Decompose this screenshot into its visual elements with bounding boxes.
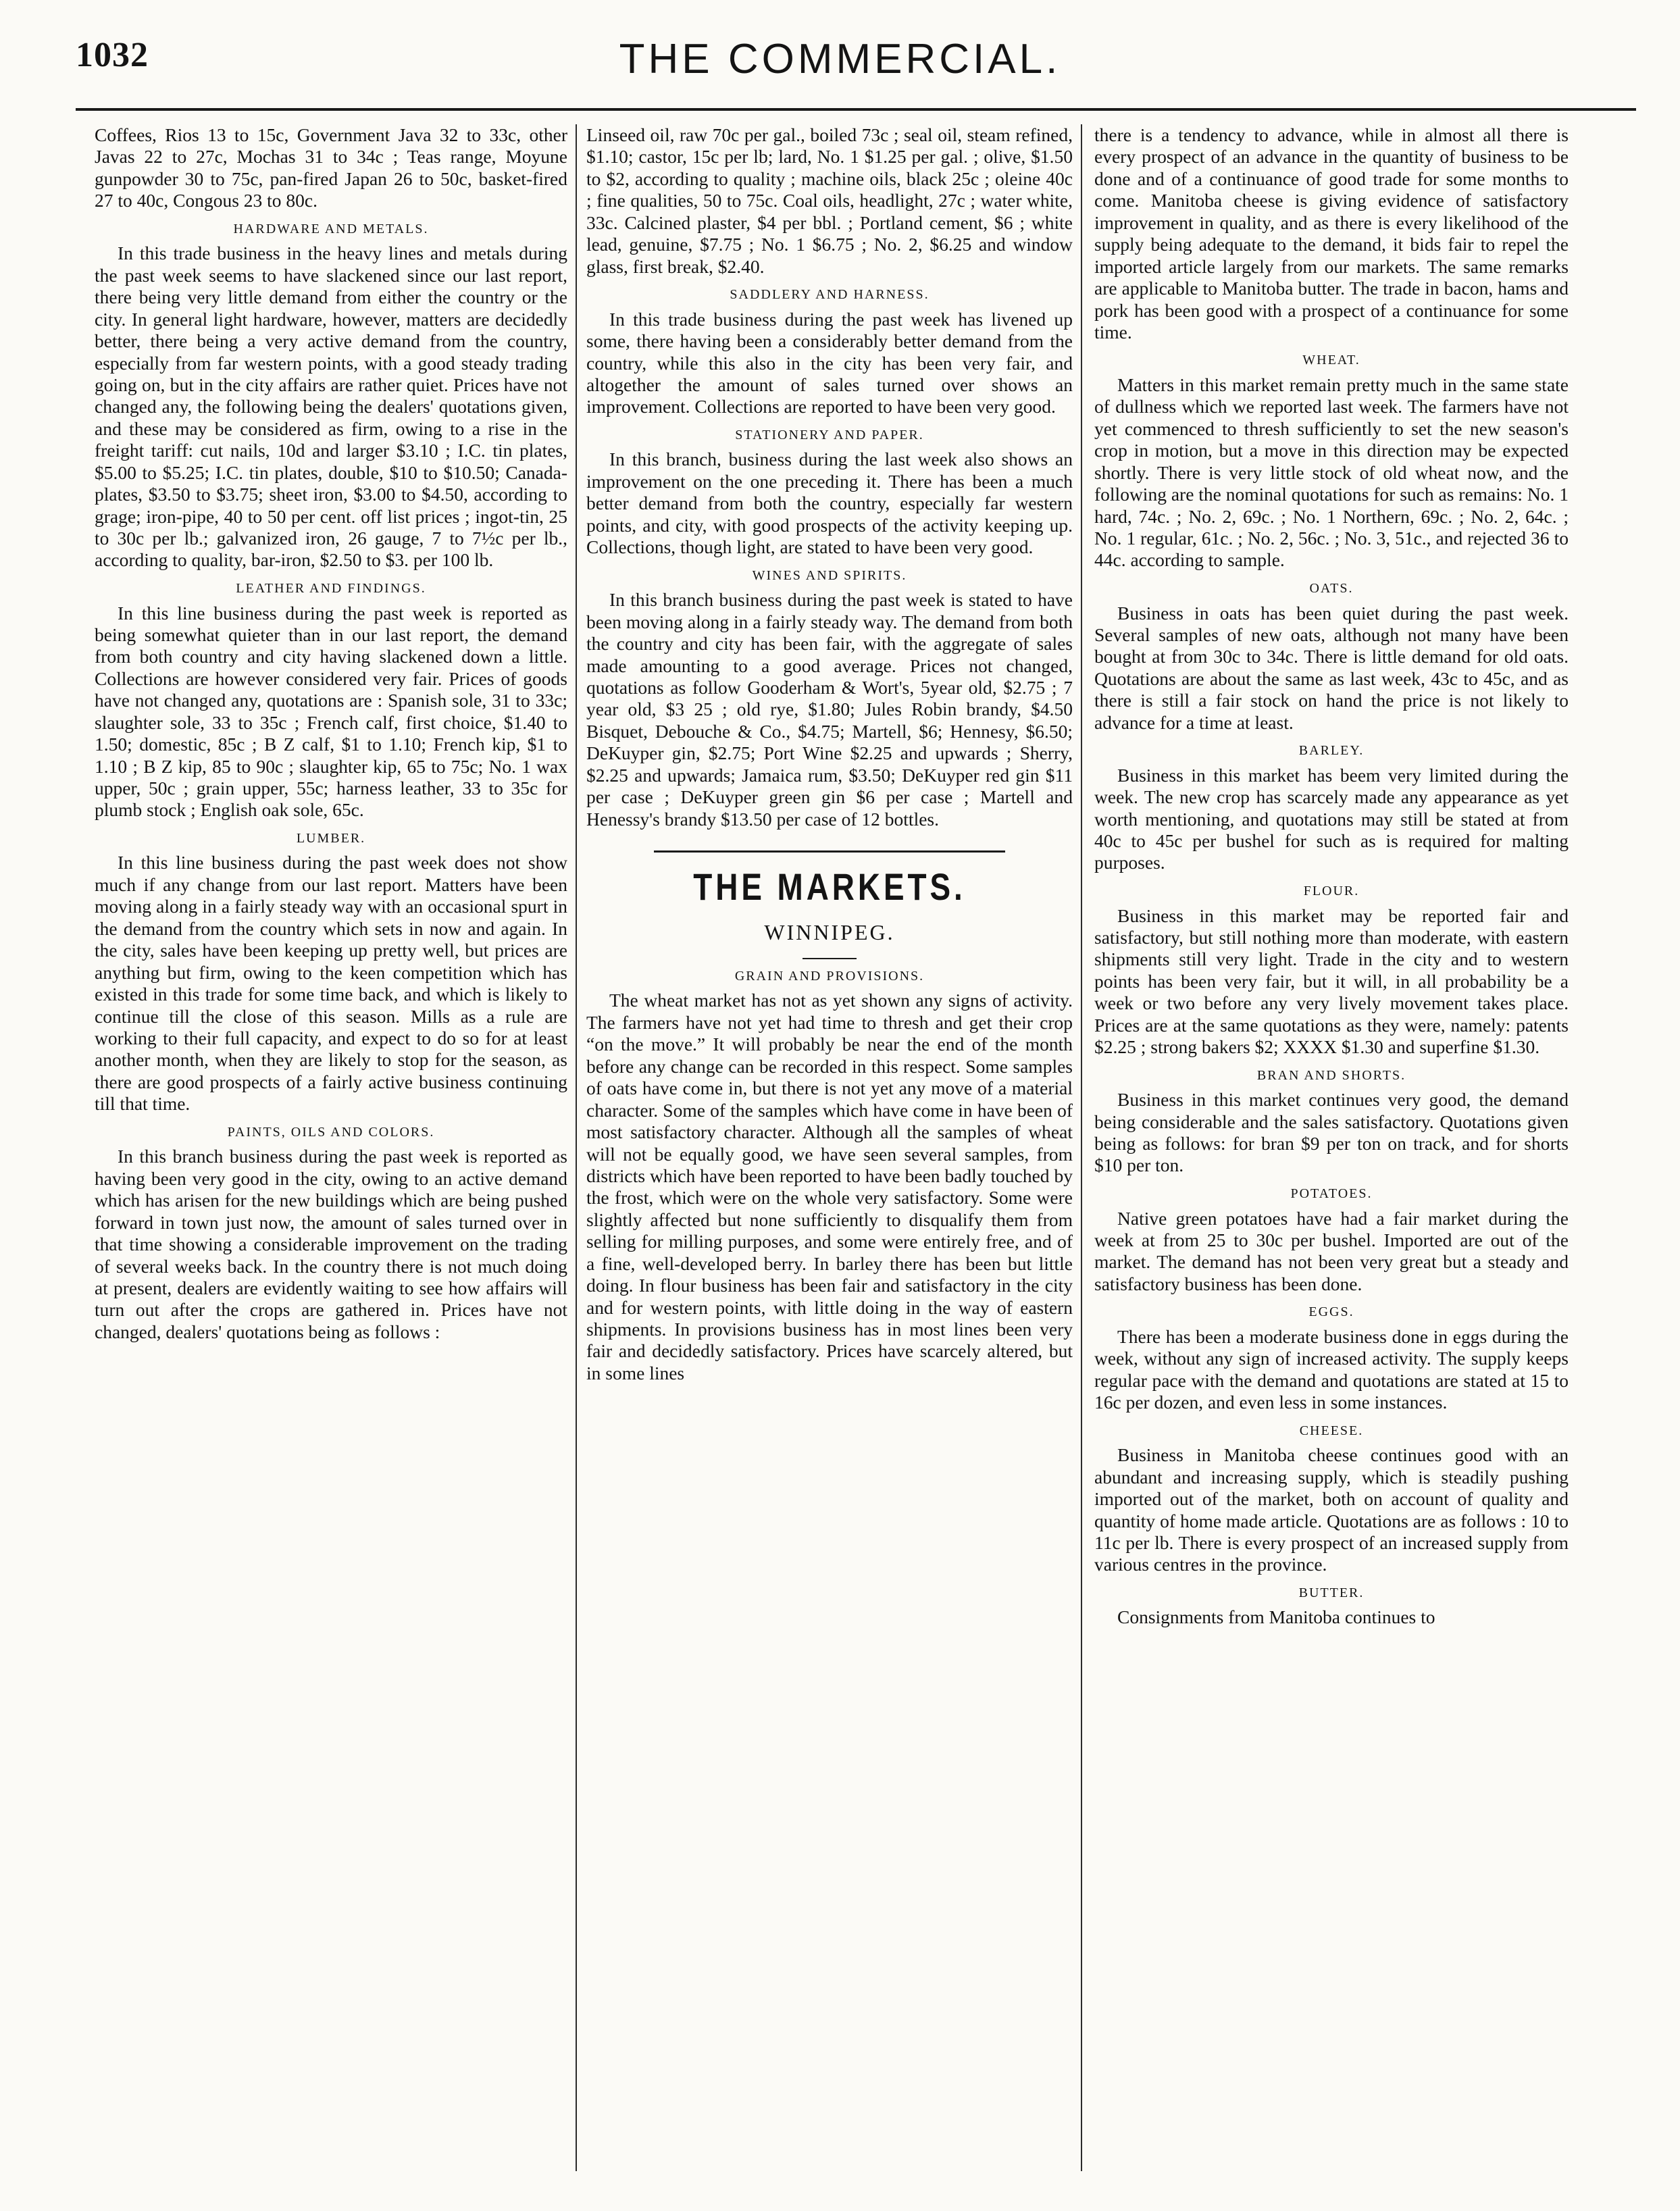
bran-paragraph: Business in this market continues very good, the demand being considerable and the sales satisfactory. Quotations given being as follows: for bran $9 per ton on track, and for shorts $10 per ton. xyxy=(1094,1089,1569,1176)
column-3 xyxy=(1094,124,1569,2171)
paints-paragraph: In this branch business during the past week is reported as having been very good in the city, owing to an active demand which has arisen for the new buildings which are being pushed forward in town just now, the amount of sales turned over in that time showing a considerable improvement on the trading of several weeks back. In the country there is not much doing at present, dealers are evidently waiting to see how affairs will turn out after the crops are gathered in. Prices have not changed, dealers' quotations being as follows : xyxy=(95,1146,567,1342)
wines-paragraph: In this branch business during the past week is stated to have been moving along in a fairly steady way. The demand from both the country and city has been fair, with the aggregate of sales made amounting to a good average. Prices not changed, quotations as follow Gooderham & Wort's, 5year old, $2.75 ; 7 year old, $3 25 ; old rye, $1.80; Jules Robin brandy, $4.50 Bisquet, Debouche & Co., $4.75; Martell, $6; Hennesy, $6.50; DeKuyper gin, $2.75; Port Wine $2.25 and upwards ; Sherry, $2.25 and upwards; Jamaica rum, $3.50; DeKuyper red gin $11 per case ; DeKuyper green gin $6 per case ; Martell and Henessy's brandy $13.50 per case of 12 bottles. xyxy=(586,589,1073,830)
column-2 xyxy=(586,124,1073,2171)
butter-paragraph: Consignments from Manitoba continues to xyxy=(1117,1606,1435,1628)
column-1 xyxy=(95,124,567,2171)
masthead-title: THE COMMERCIAL. xyxy=(619,36,1061,82)
section-heading-oats: OATS. xyxy=(1309,580,1354,596)
oils-quotations-paragraph: Linseed oil, raw 70c per gal., boiled 73c ; seal oil, steam refined, $1.10; castor, 15c per lb; lard, No. 1 $1.25 per gal. ; olive, $1.50 to $2, according to quality ; machine oils, black 25c ; oleine 40c ; fine qualities, 50 to 75c. Coal oils, headlight, 27c ; water white, 33c. Calcined plaster, $4 per bbl. ; Portland cement, $6 ; white lead, genuine, $7.75 ; No. 1 $6.75 ; No. 2, $6.25 and window glass, first break, $2.40. xyxy=(586,124,1073,277)
wheat-paragraph: Matters in this market remain pretty much in the same state of dullness which we reported last week. The farmers have not yet commenced to thresh sufficiently to set the new season's crop in motion, but a move in this direction may be expected shortly. There is very little stock of old wheat now, and the following are the nominal quotations for such as remains: No. 1 hard, 74c. ; No. 2, 69c. ; No. 1 Northern, 69c. ; No. 2, 64c. ; No. 1 regular, 61c. ; No. 2, 56c. ; No. 3, 51c., and rejected 36 to 44c. according to sample. xyxy=(1094,374,1569,571)
section-heading-bran: BRAN AND SHORTS. xyxy=(1256,1067,1406,1083)
stationery-paragraph: In this branch, business during the last week also shows an improvement on the one preceding it. There has been a much better demand from both the country, especially far western points, and city, with good prospects of the activity keeping up. Collections, though light, are stated to have been very good. xyxy=(586,449,1073,558)
flour-paragraph: Business in this market may be reported fair and satisfactory, but still nothing more than moderate, with eastern shipments still very light. Trade in the city and to western points has been very fair, but it will, in all probability be a week or two before any very lively movement takes place. Prices are at the same quotations as they were, namely: patents $2.25 ; strong bakers $2; XXXX $1.30 and superfine $1.30. xyxy=(1094,905,1569,1058)
leather-paragraph: In this line business during the past week is reported as being somewhat quieter than in our last report, the demand from both country and city having slackened down a little. Collections are however considered very fair. Prices of goods have not changed any, quotations are : Spanish sole, 31 to 33c; slaughter sole, 33 to 35c ; French calf, first choice, $1.40 to 1.50; domestic, 85c ; B Z calf, $1 to 1.10; French kip, $1 to 1.10 ; B Z kip, 85 to 90c ; slaughter kip, 65 to 75c; No. 1 wax upper, 50c ; grain upper, 55c; harness leather, 33 to 35c for plumb stock ; English oak sole, 65c. xyxy=(95,602,567,821)
grain-paragraph: The wheat market has not as yet shown any signs of activity. The farmers have not yet had time to thresh and get their crop “on the move.” It will probably be near the end of the month before any change can be recorded in this respect. Some samples of oats have come in, but there is not yet any move of a material character. Some of the samples which have come in have been of most satisfactory character. Although all the samples of wheat will not be equally good, we have seen several samples, from districts which have been reported to have been badly touched by the frost, which were on the whole very satisfactory. Some were slightly affected but none sufficiently to disqualify them from selling for milling purposes, and some were entirely free, and of a fine, well-developed berry. In barley there has been but little doing. In flour business has been fair and satisfactory in the city and for western points, with little doing in the way of eastern shipments. In provisions business has in most lines been very fair and decidedly satisfactory. Prices have scarcely altered, but in some lines xyxy=(586,990,1073,1383)
section-heading-butter: BUTTER. xyxy=(1298,1585,1365,1600)
markets-header-block xyxy=(586,850,1073,959)
column-divider-2 xyxy=(1081,124,1082,2171)
section-heading-eggs: EGGS. xyxy=(1308,1304,1354,1320)
markets-subtitle: WINNIPEG. xyxy=(764,920,895,945)
section-heading-saddlery: SADDLERY AND HARNESS. xyxy=(730,287,930,303)
markets-title: THE MARKETS. xyxy=(693,865,966,909)
section-heading-leather: LEATHER AND FINDINGS. xyxy=(236,580,426,596)
section-heading-lumber: LUMBER. xyxy=(296,830,366,846)
section-heading-paints: PAINTS, OILS AND COLORS. xyxy=(227,1124,435,1140)
provisions-continued-paragraph: there is a tendency to advance, while in almost all there is every prospect of an advance in the quantity of business to be done and of a continuance of good trade for some months to come. Manitoba cheese is giving evidence of satisfactory improvement in quality, and as there is every likelihood of the supply being adequate to the demand, it bids fair to repel the imported article largely from our markets. The same remarks are applicable to Manitoba butter. The trade in bacon, hams and pork has been good with a prospect of a continuance for some time. xyxy=(1094,124,1569,342)
header-rule xyxy=(76,108,1636,111)
section-heading-wines: WINES AND SPIRITS. xyxy=(752,567,907,583)
section-heading-barley: BARLEY. xyxy=(1298,743,1365,759)
hardware-paragraph: In this trade business in the heavy lines and metals during the past week seems to have slackened since our last report, there being very little demand from either the country or the city. In general light hardware, however, matters are decidedly better, there being a very active demand from the country, especially from far western points, with a good steady trading going on, but in the city affairs are rather quiet. Prices have not changed any, the following being the dealers' quotations given, and these may be considered as firm, owing to a rise in the freight tariff: cut nails, 10d and larger $3.10 ; I.C. tin plates, $5.00 to $5.25; I.C. tin plates, double, $10 to $10.50; Canada-plates, $3.50 to $3.75; sheet iron, $3.00 to $4.50, according to grage; iron-pipe, 40 to 50 per cent. off list prices ; ingot-tin, 25 to 30c per lb.; galvanized iron, 26 gauge, 7 to 7½c per lb., according to quality, bar-iron, $2.50 to $3. per 100 lb. xyxy=(95,243,567,571)
oats-paragraph: Business in oats has been quiet during the past week. Several samples of new oats, although not many have been bought at from 30c to 34c. There is little demand for old oats. Quotations are about the same as last week, 43c to 45c, and as there is still a fair stock on hand the price is not likely to advance for a time at least. xyxy=(1094,602,1569,733)
column-divider-1 xyxy=(576,124,577,2171)
eggs-paragraph: There has been a moderate business done in eggs during the week, without any sign of increased activity. The supply keeps regular pace with the demand and quotations are stated at 15 to 16c per dozen, and even less in some instances. xyxy=(1094,1325,1569,1413)
section-heading-potatoes: POTATOES. xyxy=(1290,1186,1373,1201)
section-heading-hardware: HARDWARE AND METALS. xyxy=(233,221,429,236)
cheese-paragraph: Business in Manitoba cheese continues good with an abundant and increasing supply, which is steadily pushing imported out of the market, both on account of quality and quantity of home made article. Quotations are as follows : 10 to 11c per lb. There is every prospect of an increased supply from various centres in the province. xyxy=(1094,1444,1569,1575)
barley-paragraph: Business in this market has beem very limited during the week. The new crop has scarcely made any appearance as yet worth mentioning, and quotations may still be stated at from 40c to 45c per bushel for such as is required for malting purposes. xyxy=(1094,764,1569,873)
markets-short-rule xyxy=(803,958,857,959)
coffees-teas-paragraph: Coffees, Rios 13 to 15c, Government Java 32 to 33c, other Javas 22 to 27c, Mochas 31 to 34c ; Teas range, Moyune gunpowder 30 to 75c, pan-fired Japan 26 to 50c, basket-fired 27 to 40c, Congous 23 to 80c. xyxy=(95,124,567,211)
page-number: 1032 xyxy=(76,36,149,74)
section-heading-grain: GRAIN AND PROVISIONS. xyxy=(734,968,925,984)
potatoes-paragraph: Native green potatoes have had a fair market during the week at from 25 to 30c per bushel. Imported are out of the market. The demand has not been very great but a steady and satisfactory business has been done. xyxy=(1094,1207,1569,1294)
saddlery-paragraph: In this trade business during the past week has livened up some, there having been a considerably better demand from the country, while this also in the city has been very fair, and altogether the amount of sales turned over shows an improvement. Collections are reported to have been very good. xyxy=(586,308,1073,417)
section-heading-wheat: WHEAT. xyxy=(1302,353,1360,368)
lumber-paragraph: In this line business during the past week does not show much if any change from our last report. Matters have been moving along in a fairly steady way with an occasional spurt in the demand from the country which sets in now and again. In the city, sales have been keeping up pretty well, but prices are anything but firm, owing to the keen competition which has existed in this trade for some time back, and which is likely to continue till the close of this season. Mills as a rule are working to their full capacity, and expect to do so for at least another month, when they are likely to stop for the season, as there are good prospects of a fairly active business continuing till that time. xyxy=(95,852,567,1115)
section-heading-flour: FLOUR. xyxy=(1303,883,1360,898)
markets-top-rule xyxy=(654,850,1005,853)
section-heading-stationery: STATIONERY AND PAPER. xyxy=(735,427,924,442)
section-heading-cheese: CHEESE. xyxy=(1299,1423,1364,1438)
